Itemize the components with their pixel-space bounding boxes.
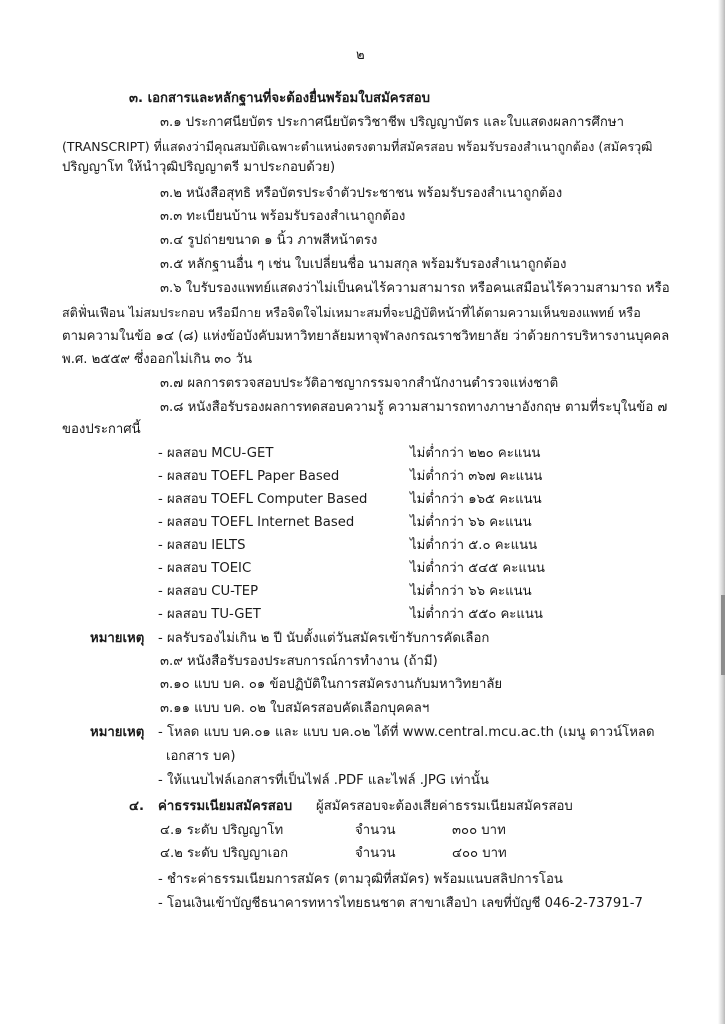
- score-test: - ผลสอบ TOEIC: [158, 561, 252, 576]
- score-min: ไม่ต่ำกว่า ๕.๐ คะแนน: [410, 538, 538, 553]
- section3-title: ๓. เอกสารและหลักฐานที่จะต้องยื่นพร้อมใบสมัครสอบ: [129, 91, 431, 106]
- score-min: ไม่ต่ำกว่า ๒๒๐ คะแนน: [410, 446, 541, 461]
- item-3-1-line2: (TRANSCRIPT) ที่แสดงว่ามีคุณสมบัติเฉพาะตำแหน่งตรงตามที่สมัครสอบ พร้อมรับรองสำเนาถูกต้อง (สมัครวุฒิ: [62, 139, 653, 154]
- score-test: - ผลสอบ IELTS: [158, 538, 246, 553]
- scan-edge-shadow: [718, 0, 725, 1024]
- score-test: - ผลสอบ TU-GET: [158, 607, 261, 622]
- score-min: ไม่ต่ำกว่า ๑๖๕ คะแนน: [410, 492, 542, 507]
- item-3-8-line1: ๓.๘ หนังสือรับรองผลการทดสอบความรู้ ความสามารถทางภาษาอังกฤษ ตามที่ระบุในข้อ ๗: [160, 400, 668, 415]
- section4-title-rest: ผู้สมัครสอบจะต้องเสียค่าธรรมเนียมสมัครสอบ: [316, 799, 573, 814]
- item-3-1-line3: ปริญญาโท ให้นำวุฒิปริญญาตรี มาประกอบด้วย): [62, 160, 336, 175]
- section4-number: ๔.: [129, 799, 144, 814]
- score-test: - ผลสอบ TOEFL Paper Based: [158, 469, 340, 484]
- item-3-6-line2: สติฟั่นเฟือน ไม่สมประกอบ หรือมีกาย หรือจิตใจไม่เหมาะสมที่จะปฏิบัติหน้าที่ได้ตามความเห็นของแพทย์ หรือ: [62, 305, 641, 320]
- item-3-7: ๓.๗ ผลการตรวจสอบประวัติอาชญากรรมจากสำนักงานตำรวจแห่งชาติ: [160, 376, 559, 391]
- scan-edge-mark: [721, 595, 725, 675]
- note2-line2: เอกสาร บค): [166, 749, 236, 764]
- score-min: ไม่ต่ำกว่า ๖๖ คะแนน: [410, 515, 532, 530]
- note1-label: หมายเหตุ: [90, 631, 145, 646]
- item-3-11: ๓.๑๑ แบบ บค. ๐๒ ใบสมัครสอบคัดเลือกบุคคลฯ: [160, 701, 430, 716]
- fee-amount: ๔๐๐ บาท: [452, 846, 507, 861]
- score-min: ไม่ต่ำกว่า ๕๔๕ คะแนน: [410, 561, 545, 576]
- item-3-5: ๓.๕ หลักฐานอื่น ๆ เช่น ใบเปลี่ยนชื่อ นามสกุล พร้อมรับรองสำเนาถูกต้อง: [160, 257, 567, 272]
- item-3-4: ๓.๔ รูปถ่ายขนาด ๑ นิ้ว ภาพสีหน้าตรง: [160, 233, 378, 248]
- score-test: - ผลสอบ CU-TEP: [158, 584, 259, 599]
- note2-line3: - ให้แนบไฟล์เอกสารที่เป็นไฟล์ .PDF และไฟล์ .JPG เท่านั้น: [158, 773, 489, 788]
- section4-title: ค่าธรรมเนียมสมัครสอบ: [158, 799, 293, 814]
- item-3-6-line1: ๓.๖ ใบรับรองแพทย์แสดงว่าไม่เป็นคนไร้ความสามารถ หรือคนเสมือนไร้ความสามารถ หรือ: [160, 281, 670, 296]
- item-3-8-line2: ของประกาศนี้: [62, 422, 141, 437]
- fee-level: ๔.๑ ระดับ ปริญญาโท: [160, 823, 284, 838]
- item-3-2: ๓.๒ หนังสือสุทธิ หรือบัตรประจำตัวประชาชน พร้อมรับรองสำเนาถูกต้อง: [160, 186, 563, 201]
- item-3-1-line1: ๓.๑ ประกาศนียบัตร ประกาศนียบัตรวิชาชีพ ปริญญาบัตร และใบแสดงผลการศึกษา: [160, 115, 624, 130]
- fee-amount: ๓๐๐ บาท: [452, 823, 506, 838]
- payment-note-2: - โอนเงินเข้าบัญชีธนาคารทหารไทยธนชาต สาขาเสือป่า เลขที่บัญชี 046-2-73791-7: [158, 896, 643, 911]
- score-test: - ผลสอบ MCU-GET: [158, 446, 274, 461]
- payment-note-1: - ชำระค่าธรรมเนียมการสมัคร (ตามวุฒิที่สมัคร) พร้อมแนบสลิปการโอน: [158, 872, 563, 887]
- score-min: ไม่ต่ำกว่า ๖๖ คะแนน: [410, 584, 532, 599]
- score-test: - ผลสอบ TOEFL Computer Based: [158, 492, 368, 507]
- fee-level: ๔.๒ ระดับ ปริญญาเอก: [160, 846, 289, 861]
- item-3-6-line3: ตามความในข้อ ๑๔ (๘) แห่งข้อบังคับมหาวิทยาลัยมหาจุฬาลงกรณราชวิทยาลัย ว่าด้วยการบริหารงานบุคคล: [62, 329, 670, 344]
- note2-line1: - โหลด แบบ บค.๐๑ และ แบบ บค.๐๒ ได้ที่ www.central.mcu.ac.th (เมนู ดาวน์โหลด: [158, 725, 655, 740]
- score-min: ไม่ต่ำกว่า ๓๖๗ คะแนน: [410, 469, 543, 484]
- item-3-9: ๓.๙ หนังสือรับรองประสบการณ์การทำงาน (ถ้ามี): [160, 654, 438, 669]
- score-test: - ผลสอบ TOEFL Internet Based: [158, 515, 355, 530]
- note2-label: หมายเหตุ: [90, 725, 145, 740]
- item-3-10: ๓.๑๐ แบบ บค. ๐๑ ข้อปฏิบัติในการสมัครงานกับมหาวิทยาลัย: [160, 677, 503, 692]
- note1-text: - ผลรับรองไม่เกิน ๒ ปี นับตั้งแต่วันสมัครเข้ารับการคัดเลือก: [158, 631, 490, 646]
- item-3-3: ๓.๓ ทะเบียนบ้าน พร้อมรับรองสำเนาถูกต้อง: [160, 209, 406, 224]
- item-3-6-line4: พ.ศ. ๒๕๕๙ ซึ่งออกไม่เกิน ๓๐ วัน: [62, 352, 253, 367]
- fee-label: จำนวน: [355, 823, 396, 838]
- page-number: ๒: [356, 48, 365, 63]
- fee-label: จำนวน: [355, 846, 396, 861]
- score-min: ไม่ต่ำกว่า ๕๕๐ คะแนน: [410, 607, 543, 622]
